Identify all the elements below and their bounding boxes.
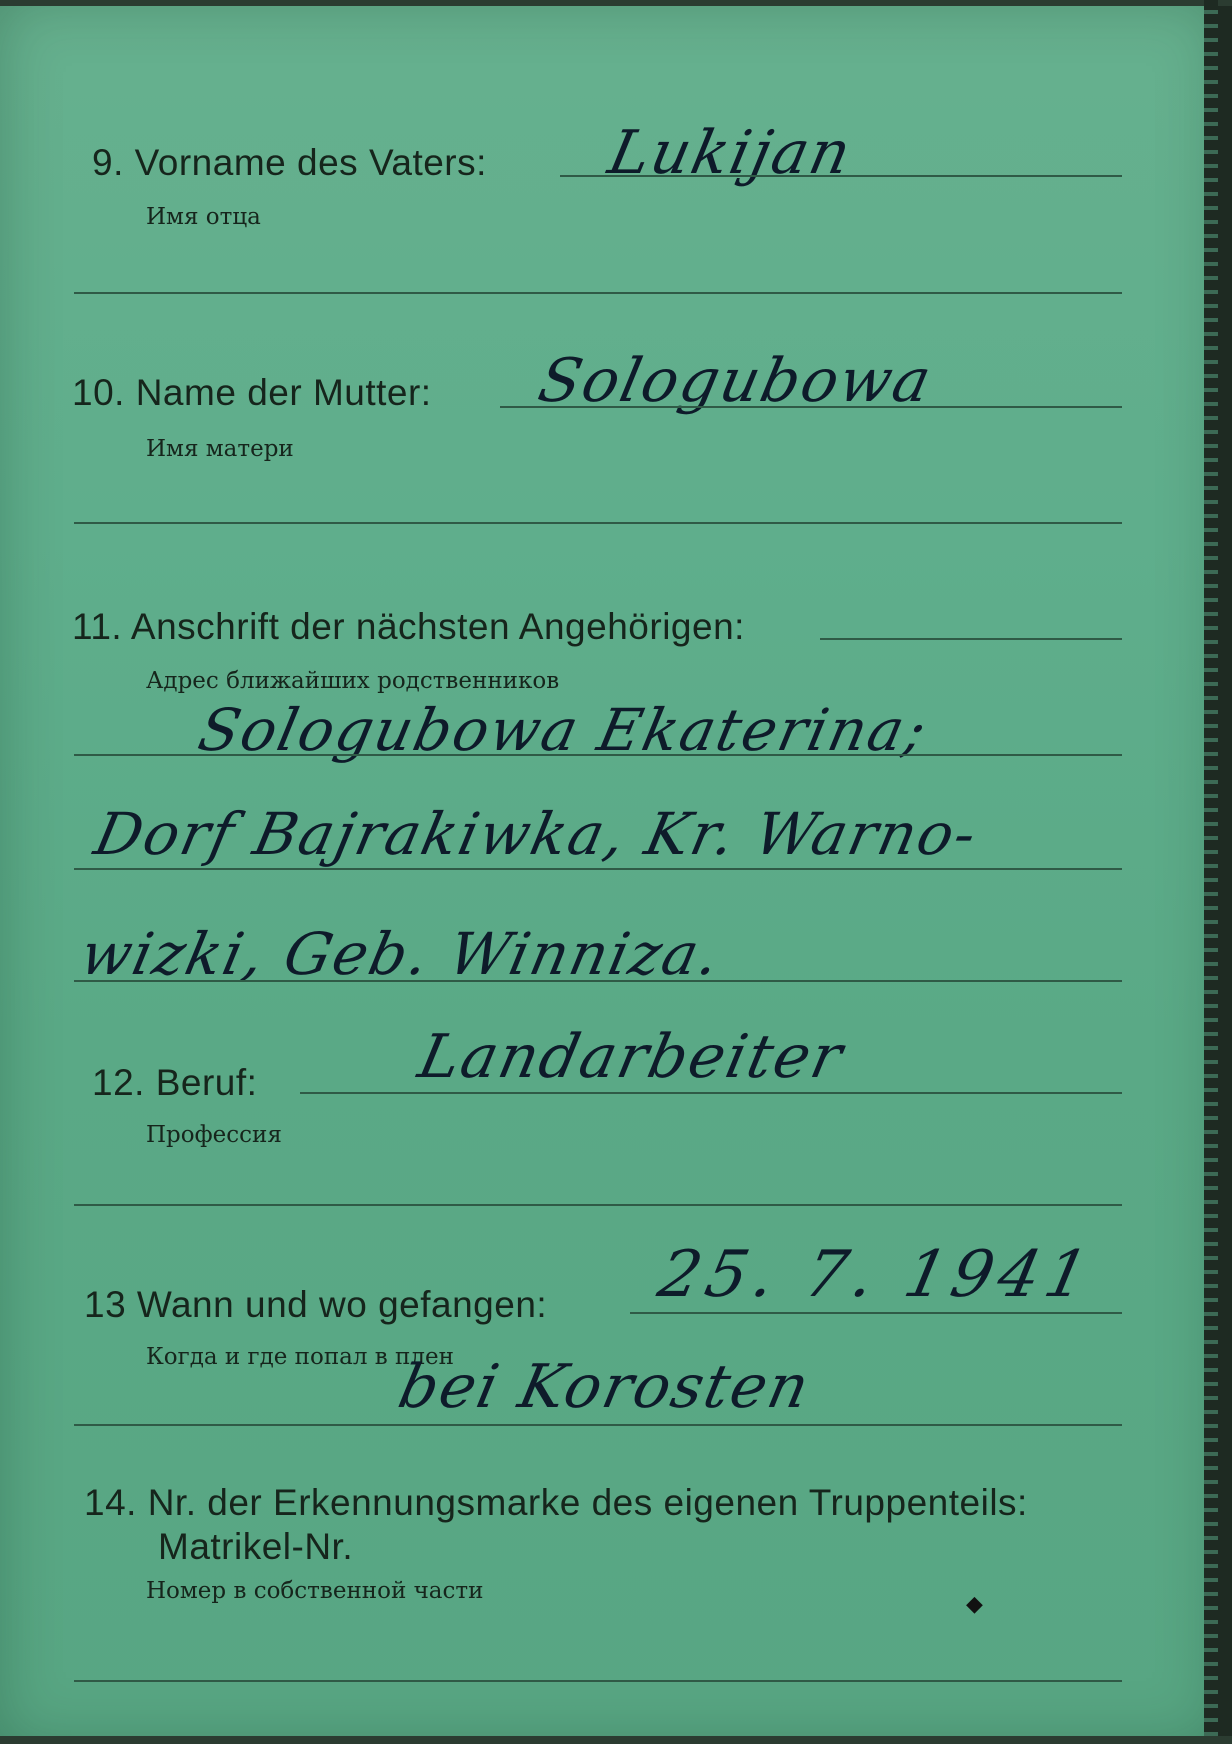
field-12-underline bbox=[300, 1092, 1122, 1094]
field-11-handwritten-line-2: Dorf Bajrakiwka, Kr. Warno- bbox=[88, 800, 985, 868]
scan-edge-right bbox=[1204, 0, 1218, 1744]
field-13-label-de: 13 Wann und wo gefangen: bbox=[84, 1284, 548, 1325]
field-11-handwritten-line-3: wizki, Geb. Winniza. bbox=[74, 920, 728, 988]
field-13-handwritten-date: 25. 7. 1941 bbox=[652, 1238, 1101, 1312]
field-11-line-1 bbox=[74, 754, 1122, 756]
field-11-handwritten-line-1: Sologubowa Ekaterina; bbox=[192, 696, 934, 764]
field-13-underline bbox=[630, 1312, 1122, 1314]
field-11-line-3 bbox=[74, 980, 1122, 982]
field-9-underline bbox=[560, 175, 1122, 177]
field-13-handwritten-place: bei Korosten bbox=[392, 1352, 817, 1422]
field-14-underline bbox=[74, 1680, 1122, 1682]
field-14-label-de: 14. Nr. der Erkennungsmarke des eigenen Truppenteils: bbox=[84, 1482, 1028, 1523]
field-11-label-ru: Адрес ближайших родственников bbox=[146, 668, 560, 694]
field-10-label-ru: Имя матери bbox=[146, 436, 294, 462]
field-11-line-2 bbox=[74, 868, 1122, 870]
field-11-underline bbox=[820, 638, 1122, 640]
field-9-label-de: 9. Vorname des Vaters: bbox=[92, 142, 487, 183]
divider bbox=[74, 292, 1122, 294]
divider bbox=[74, 522, 1122, 524]
field-11-label-de: 11. Anschrift der nächsten Angehörigen: bbox=[72, 606, 745, 647]
field-9-label-ru: Имя отца bbox=[146, 204, 261, 230]
scan-edge-top bbox=[0, 0, 1232, 6]
scan-edge-bottom bbox=[0, 1736, 1232, 1744]
field-14-label-de-sub: Matrikel-Nr. bbox=[158, 1526, 354, 1567]
field-14-label-ru: Номер в собственной части bbox=[146, 1578, 484, 1604]
field-10-label-de: 10. Name der Mutter: bbox=[72, 372, 432, 413]
field-12-handwritten-value: Landarbeiter bbox=[412, 1022, 850, 1092]
field-12-label-de: 12. Beruf: bbox=[92, 1062, 258, 1103]
field-9-handwritten-value: Lukijan bbox=[602, 118, 859, 188]
divider bbox=[74, 1204, 1122, 1206]
field-10-underline bbox=[500, 406, 1122, 408]
field-13-label-ru: Когда и где попал в плен bbox=[146, 1344, 454, 1370]
field-13-line-2 bbox=[74, 1424, 1122, 1426]
ink-mark: ◆ bbox=[966, 1592, 983, 1617]
field-10-handwritten-value: Sologubowa bbox=[532, 346, 939, 416]
field-12-label-ru: Профессия bbox=[146, 1122, 282, 1148]
